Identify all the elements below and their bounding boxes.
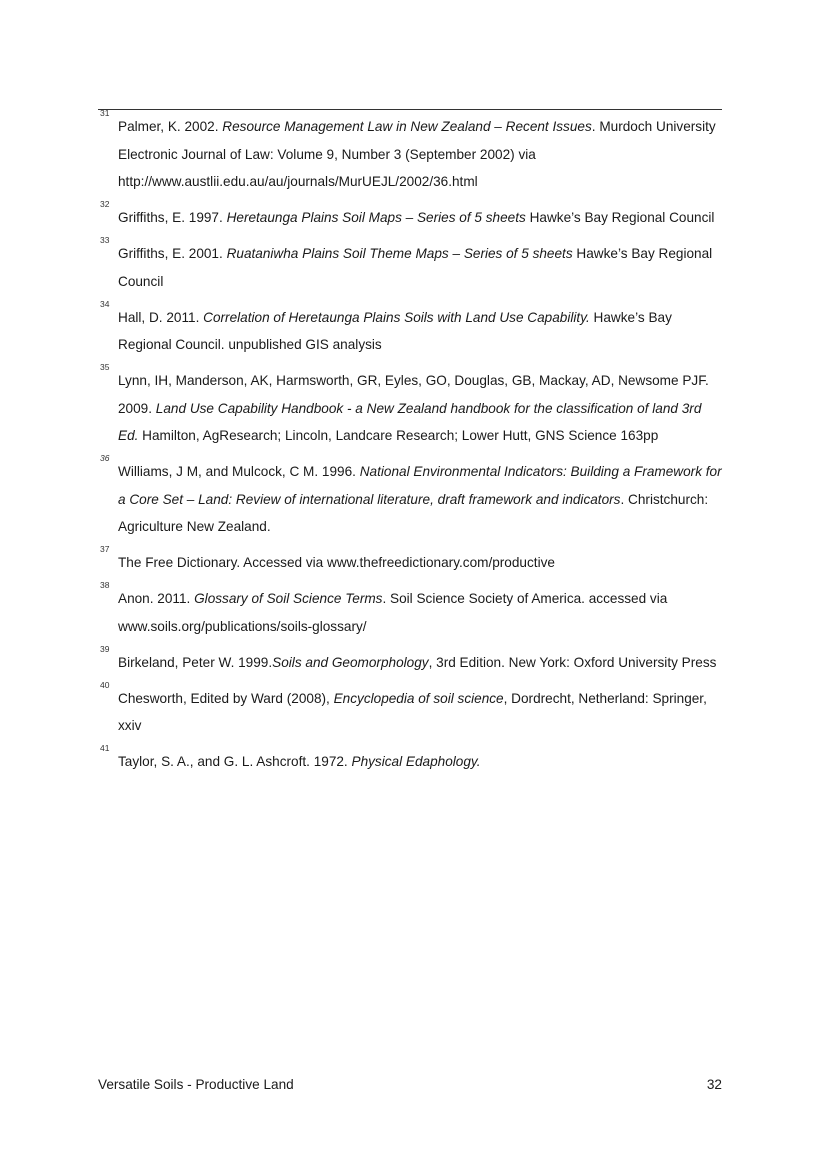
- footnote-text: Hall, D. 2011. Correlation of Heretaunga Plains Soils with Land Use Capability. Hawke’s Bay Regional Council. unpublished GIS analysis: [118, 309, 672, 352]
- footnote-34: [98, 298, 724, 359]
- footer-title: Versatile Soils - Productive Land: [98, 1077, 294, 1092]
- footnote-41: [98, 743, 724, 776]
- footnote-number: 36: [100, 453, 110, 463]
- footnote-33: [98, 235, 724, 295]
- footnote-text: The Free Dictionary. Accessed via www.thefreedictionary.com/productive: [118, 555, 555, 570]
- footnote-31: [98, 108, 724, 196]
- page-number: 32: [706, 1077, 722, 1092]
- footnote-number: 39: [100, 643, 110, 654]
- footnote-title: Physical Edaphology.: [351, 754, 481, 769]
- footnote-number: 31: [100, 108, 110, 118]
- footnote-number: 37: [100, 544, 110, 554]
- footnote-number: 38: [100, 580, 110, 590]
- footnote-text: Palmer, K. 2002. Resource Management Law in New Zealand – Recent Issues. Murdoch University Electronic Journal of Law: Volume 9, Number 3 (September 2002) via http://www.austlii.edu.au/au/journals/MurUEJL/2002/36.html: [118, 119, 716, 189]
- footnote-separator: [98, 109, 722, 110]
- footnote-title: Resource Management Law in New Zealand – Recent Issues: [222, 119, 592, 134]
- footnote-title: Glossary of Soil Science Terms: [194, 591, 383, 606]
- footnote-title: Soils and Geomorphology: [272, 654, 429, 670]
- footnotes-list: [98, 108, 724, 784]
- footnote-38: [98, 580, 724, 640]
- footnote-number: 41: [100, 743, 110, 753]
- footnote-text: Taylor, S. A., and G. L. Ashcroft. 1972. Physical Edaphology.: [118, 754, 481, 769]
- footnote-text: Birkeland, Peter W. 1999.Soils and Geomorphology, 3rd Edition. New York: Oxford University Press: [118, 654, 717, 670]
- footnote-number: 40: [100, 679, 110, 690]
- footnote-title: National Environmental Indicators: Building a Framework for a Core Set – Land: Review of international literature, draft framework and indicators: [118, 464, 722, 507]
- footnote-title: Ruataniwha Plains Soil Theme Maps – Series of 5 sheets: [226, 246, 573, 261]
- footnote-text: Anon. 2011. Glossary of Soil Science Terms. Soil Science Society of America. accessed via www.soils.org/publications/soils-glossary/: [118, 591, 668, 634]
- footnote-text: Lynn, IH, Manderson, AK, Harmsworth, GR, Eyles, GO, Douglas, GB, Mackay, AD, Newsome PJF. 2009. Land Use Capability Handbook - a New Zealand handbook for the classification of land 3rd Ed. Hamilton, AgResearch; Lincoln, Landcare Research; Lower Hutt, GNS Science 163pp: [118, 373, 709, 443]
- footnote-number: 32: [100, 199, 110, 209]
- footnote-39: [98, 643, 724, 677]
- footnote-title: Correlation of Heretaunga Plains Soils with Land Use Capability.: [203, 309, 590, 325]
- footnote-title: Land Use Capability Handbook - a New Zealand handbook for the classification of land 3rd Ed.: [118, 400, 702, 443]
- footnote-40: [98, 679, 724, 740]
- footnote-32: [98, 199, 724, 232]
- footnote-text: Griffiths, E. 1997. Heretaunga Plains Soil Maps – Series of 5 sheets Hawke’s Bay Regional Council: [118, 210, 715, 225]
- footnote-number: 34: [100, 298, 110, 309]
- footnote-title: Encyclopedia of soil science: [333, 690, 504, 706]
- footnote-text: Williams, J M, and Mulcock, C M. 1996. National Environmental Indicators: Building a Framework for a Core Set – Land: Review of international literature, draft framework and indicators. Christchurch: Agriculture New Zealand.: [118, 464, 722, 534]
- footnote-35: [98, 362, 724, 450]
- footnote-number: 35: [100, 362, 110, 372]
- footnote-title: Heretaunga Plains Soil Maps – Series of 5 sheets: [226, 210, 526, 225]
- footnote-36: [98, 453, 724, 541]
- footnote-text: Chesworth, Edited by Ward (2008), Encyclopedia of soil science, Dordrecht, Netherland: Springer, xxiv: [118, 690, 707, 733]
- footnote-37: [98, 544, 724, 577]
- footnote-number: 33: [100, 235, 110, 245]
- footnote-text: Griffiths, E. 2001. Ruataniwha Plains Soil Theme Maps – Series of 5 sheets Hawke’s Bay Regional Council: [118, 246, 713, 289]
